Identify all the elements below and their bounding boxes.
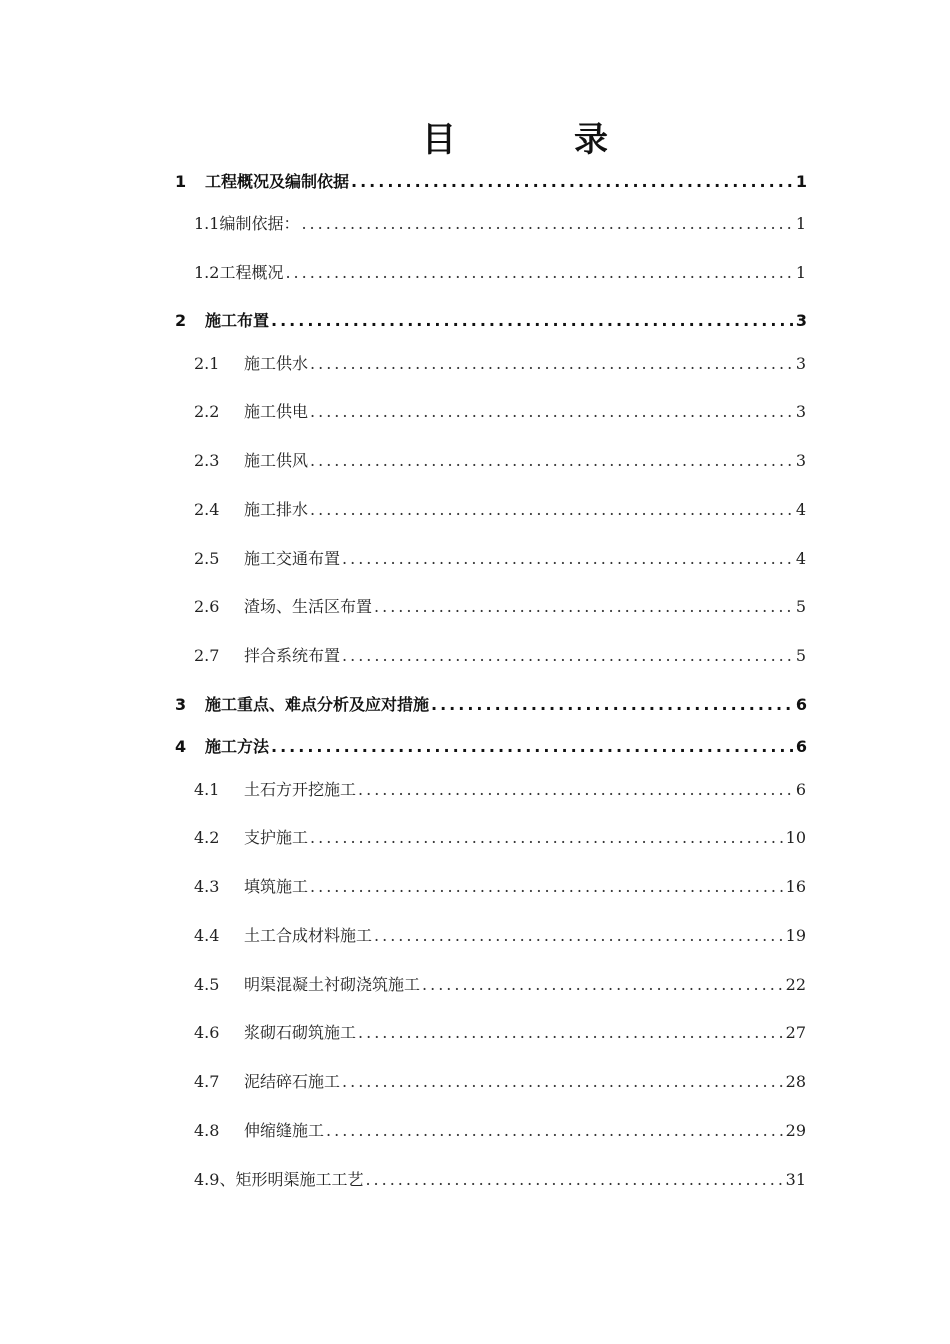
toc-entry-title: 施工交通布置 bbox=[244, 549, 341, 568]
toc-entry-page: 3 bbox=[795, 311, 807, 330]
toc-dot-leader bbox=[310, 400, 794, 424]
toc-dot-leader bbox=[374, 924, 784, 948]
toc-entry-page: 22 bbox=[785, 975, 806, 994]
toc-entry-page: 31 bbox=[785, 1170, 806, 1189]
toc-dot-leader bbox=[351, 170, 794, 194]
toc-entry-page: 27 bbox=[785, 1023, 806, 1042]
toc-dot-leader bbox=[310, 875, 784, 899]
toc-entry-number: 2.6 bbox=[194, 597, 220, 616]
toc-entry-page: 1 bbox=[795, 263, 806, 282]
toc-entry-title: 明渠混凝土衬砌浇筑施工 bbox=[244, 975, 421, 994]
toc-dot-leader bbox=[310, 449, 794, 473]
toc-entry-page: 10 bbox=[785, 828, 806, 847]
toc-entry-number: 2 bbox=[175, 311, 187, 330]
toc-entry-title: 4.9、矩形明渠施工工艺 bbox=[194, 1170, 364, 1189]
toc-entry-1-2[interactable] bbox=[194, 261, 806, 285]
toc-entry-title: 施工重点、难点分析及应对措施 bbox=[205, 695, 430, 714]
toc-entry-page: 4 bbox=[795, 500, 806, 519]
toc-entry-4-3[interactable] bbox=[194, 875, 806, 899]
toc-entry-title: 拌合系统布置 bbox=[244, 646, 341, 665]
toc-entry-title: 土工合成材料施工 bbox=[244, 926, 373, 945]
toc-entry-1[interactable] bbox=[175, 170, 807, 194]
toc-entry-2-3[interactable] bbox=[194, 449, 806, 473]
toc-entry-4-9[interactable] bbox=[194, 1168, 806, 1192]
toc-dot-leader bbox=[271, 309, 794, 333]
toc-dot-leader bbox=[310, 498, 794, 522]
toc-entry-2-4[interactable] bbox=[194, 498, 806, 522]
toc-entry-title: 工程概况及编制依据 bbox=[205, 172, 350, 191]
toc-entry-4-1[interactable] bbox=[194, 778, 806, 802]
toc-entry-4-7[interactable] bbox=[194, 1070, 806, 1094]
toc-entry-number: 1 bbox=[175, 172, 187, 191]
toc-entry-4-5[interactable] bbox=[194, 973, 806, 997]
toc-entry-2-1[interactable] bbox=[194, 352, 806, 376]
toc-entry-title: 填筑施工 bbox=[244, 877, 309, 896]
toc-entry-4-8[interactable] bbox=[194, 1119, 806, 1143]
toc-entry-title: 泥结碎石施工 bbox=[244, 1072, 341, 1091]
toc-entry-number: 4.2 bbox=[194, 828, 220, 847]
toc-entry-number: 4 bbox=[175, 737, 187, 756]
toc-dot-leader bbox=[431, 693, 794, 717]
toc-entry-page: 1 bbox=[795, 214, 806, 233]
toc-entry-number: 4.1 bbox=[194, 780, 220, 799]
toc-entry-number: 2.3 bbox=[194, 451, 220, 470]
toc-dot-leader bbox=[285, 261, 793, 285]
toc-entry-title: 施工供风 bbox=[244, 451, 309, 470]
toc-entry-title: 1.2工程概况 bbox=[194, 263, 284, 282]
toc-entry-2-2[interactable] bbox=[194, 400, 806, 424]
toc-entry-number: 2.7 bbox=[194, 646, 220, 665]
toc-entry-number: 4.6 bbox=[194, 1023, 220, 1042]
toc-entry-number: 4.4 bbox=[194, 926, 220, 945]
toc-entry-page: 6 bbox=[795, 695, 807, 714]
toc-entry-page: 6 bbox=[795, 780, 806, 799]
toc-dot-leader bbox=[271, 735, 794, 759]
toc-dot-leader bbox=[342, 644, 794, 668]
toc-entry-title: 支护施工 bbox=[244, 828, 309, 847]
toc-entry-number: 2.1 bbox=[194, 354, 220, 373]
toc-entry-title: 施工布置 bbox=[205, 311, 270, 330]
toc-entry-title: 浆砌石砌筑施工 bbox=[244, 1023, 357, 1042]
toc-dot-leader bbox=[365, 1168, 783, 1192]
toc-entry-number: 4.5 bbox=[194, 975, 220, 994]
toc-entry-page: 5 bbox=[795, 646, 806, 665]
toc-entry-page: 6 bbox=[795, 737, 807, 756]
toc-entry-number: 4.3 bbox=[194, 877, 220, 896]
toc-dot-leader bbox=[358, 1021, 784, 1045]
toc-entry-title: 施工方法 bbox=[205, 737, 270, 756]
toc-entry-2-5[interactable] bbox=[194, 547, 806, 571]
toc-entry-3[interactable] bbox=[175, 693, 807, 717]
toc-entry-4-6[interactable] bbox=[194, 1021, 806, 1045]
toc-entry-number: 2.2 bbox=[194, 402, 220, 421]
toc-entry-page: 16 bbox=[785, 877, 806, 896]
toc-dot-leader bbox=[358, 778, 794, 802]
toc-entry-title: 施工排水 bbox=[244, 500, 309, 519]
toc-entry-number: 2.4 bbox=[194, 500, 220, 519]
toc-entry-2[interactable] bbox=[175, 309, 807, 333]
toc-entry-page: 1 bbox=[795, 172, 807, 191]
toc-entry-page: 4 bbox=[795, 549, 806, 568]
toc-entry-page: 5 bbox=[795, 597, 806, 616]
toc-entry-number: 3 bbox=[175, 695, 187, 714]
toc-dot-leader bbox=[422, 973, 784, 997]
toc-dot-leader bbox=[326, 1119, 784, 1143]
toc-entry-number: 4.8 bbox=[194, 1121, 220, 1140]
toc-entry-page: 3 bbox=[795, 354, 806, 373]
toc-entry-title: 伸缩缝施工 bbox=[244, 1121, 325, 1140]
toc-entry-title: 土石方开挖施工 bbox=[244, 780, 357, 799]
toc-dot-leader bbox=[342, 1070, 784, 1094]
toc-dot-leader bbox=[310, 826, 784, 850]
toc-dot-leader bbox=[310, 352, 794, 376]
toc-entry-title: 1.1编制依据： bbox=[194, 214, 300, 233]
toc-dot-leader bbox=[342, 547, 794, 571]
toc-entry-4-4[interactable] bbox=[194, 924, 806, 948]
toc-entry-page: 3 bbox=[795, 451, 806, 470]
toc-entry-title: 施工供电 bbox=[244, 402, 309, 421]
toc-entry-page: 28 bbox=[785, 1072, 806, 1091]
toc-entry-page: 19 bbox=[785, 926, 806, 945]
toc-entry-number: 4.7 bbox=[194, 1072, 220, 1091]
toc-title: 目 录 bbox=[422, 120, 650, 160]
toc-entry-page: 29 bbox=[785, 1121, 806, 1140]
toc-entry-title: 渣场、生活区布置 bbox=[244, 597, 373, 616]
toc-entry-page: 3 bbox=[795, 402, 806, 421]
toc-dot-leader bbox=[374, 595, 794, 619]
toc-entry-4[interactable] bbox=[175, 735, 807, 759]
toc-entry-2-6[interactable] bbox=[194, 595, 806, 619]
toc-dot-leader bbox=[301, 212, 793, 236]
toc-entry-2-7[interactable] bbox=[194, 644, 806, 668]
toc-entry-1-1[interactable] bbox=[194, 212, 806, 236]
toc-entry-number: 2.5 bbox=[194, 549, 220, 568]
toc-entry-4-2[interactable] bbox=[194, 826, 806, 850]
toc-entry-title: 施工供水 bbox=[244, 354, 309, 373]
